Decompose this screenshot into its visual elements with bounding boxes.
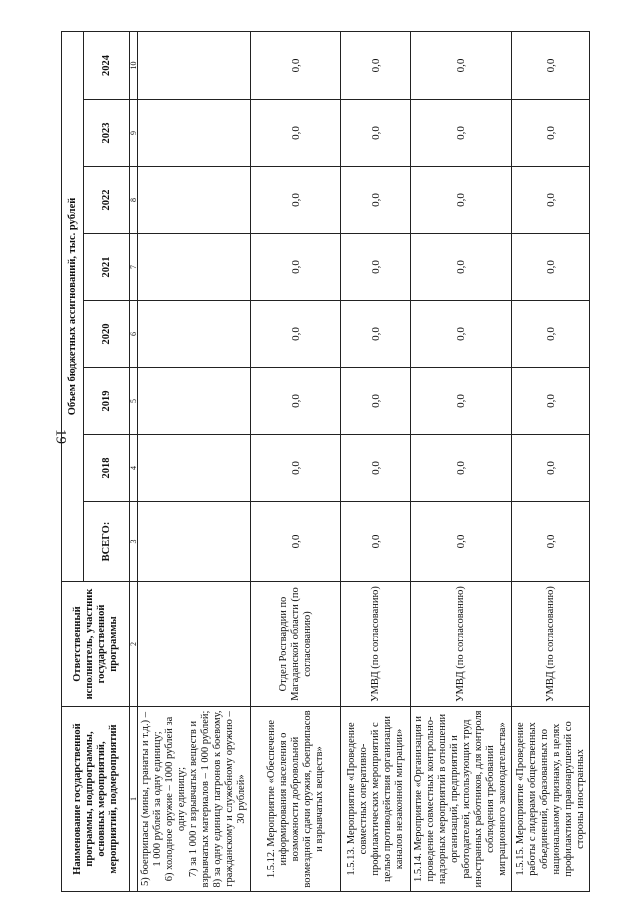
value-2018: 0,0: [512, 435, 590, 502]
value-2022: 0,0: [341, 167, 411, 234]
table-row: [341, 31, 411, 891]
continuation-line: 7) за 1 000 г взрывчатых веществ и взрывчатых материалов – 1 000 рублей;: [188, 710, 211, 888]
value-2019: 0,0: [411, 368, 512, 435]
value-2020: 0,0: [341, 301, 411, 368]
table-row: [512, 31, 590, 891]
continuation-cell: [138, 707, 251, 892]
header-total: ВСЕГО:: [84, 502, 130, 582]
value-2023: 0,0: [512, 100, 590, 167]
row-name: 1.5.13. Мероприятие «Проведение совместных оперативно-профилактических мероприятий с целью противодействия организации каналов незаконной миграции»: [341, 707, 411, 892]
row-name: 1.5.14. Мероприятие «Организация и проведение совместных контрольно-надзорных мероприятий в отношении организаций, предприятий и работодателей, использующих труд иностранных работников, для контроля соблюдения требований миграционного законодательства»: [411, 707, 512, 892]
row-responsible: УМВД (по согласованию): [512, 582, 590, 707]
value-2021: 0,0: [341, 234, 411, 301]
value-2024: 0,0: [341, 31, 411, 99]
row-name: 1.5.15. Мероприятие «Проведение работы с лидерами общественных объединений, образованных по национальному признаку, в целях профилактики правонарушений со стороны иностранных: [512, 707, 590, 892]
value-2020: 0,0: [512, 301, 590, 368]
value-2019: 0,0: [512, 368, 590, 435]
value-2023: 0,0: [251, 100, 341, 167]
value-2018: 0,0: [251, 435, 341, 502]
column-index-row: [130, 31, 138, 891]
column-index: 5: [130, 368, 138, 435]
value-2021: 0,0: [411, 234, 512, 301]
table-row: [411, 31, 512, 891]
value-2022: 0,0: [512, 167, 590, 234]
page-number: 19: [52, 429, 69, 444]
value-2021: 0,0: [512, 234, 590, 301]
row-name: 1.5.12. Мероприятие «Обеспечение информирования населения о возможности добровольной возмездной сдачи оружия, боеприпасов и взрывчатых веществ»: [251, 707, 341, 892]
table-row-continuation: [138, 31, 251, 891]
header-year-2018: 2018: [84, 435, 130, 502]
header-responsible: Ответственный исполнитель, участник государственной программы: [62, 582, 130, 707]
column-index: 4: [130, 435, 138, 502]
value-2024: 0,0: [251, 31, 341, 99]
value-2019: 0,0: [251, 368, 341, 435]
value-2019: 0,0: [341, 368, 411, 435]
value-total: 0,0: [251, 502, 341, 582]
value-2020: 0,0: [411, 301, 512, 368]
header-year-2024: 2024: [84, 31, 130, 99]
column-index: 3: [130, 502, 138, 582]
value-2018: 0,0: [341, 435, 411, 502]
column-index: 6: [130, 301, 138, 368]
column-index: 9: [130, 100, 138, 167]
column-index: 8: [130, 167, 138, 234]
continuation-line: 5) боеприпасы (мины, гранаты и т.д.) – 1 000 рублей за одну единицу;: [140, 711, 163, 887]
column-index: 2: [130, 582, 138, 707]
row-responsible: УМВД (по согласованию): [341, 582, 411, 707]
header-year-2019: 2019: [84, 368, 130, 435]
header-year-2022: 2022: [84, 167, 130, 234]
column-index: 1: [130, 707, 138, 892]
budget-table: [61, 31, 590, 892]
budget-table-sheet: [61, 32, 640, 892]
header-year-2021: 2021: [84, 234, 130, 301]
table-row: [251, 31, 341, 891]
value-2023: 0,0: [411, 100, 512, 167]
header-name: Наименование государственной программы, подпрограммы, основных мероприятий, мероприятий, подмероприятий: [62, 707, 130, 892]
value-2024: 0,0: [411, 31, 512, 99]
continuation-line: 8) за одну единицу патронов к боевому, гражданскому и служебному оружию – 30 рублей»: [212, 710, 247, 888]
value-total: 0,0: [512, 502, 590, 582]
header-budget-group: Объем бюджетных ассигнований, тыс. рублей: [62, 31, 84, 581]
header-year-2023: 2023: [84, 100, 130, 167]
value-total: 0,0: [341, 502, 411, 582]
row-responsible: УМВД (по согласованию): [411, 582, 512, 707]
value-2021: 0,0: [251, 234, 341, 301]
row-responsible: Отдел Росгвардии по Магаданской области (по согласованию): [251, 582, 341, 707]
value-total: 0,0: [411, 502, 512, 582]
value-2023: 0,0: [341, 100, 411, 167]
value-2024: 0,0: [512, 31, 590, 99]
continuation-line: 6) холодное оружие – 1000 рублей за одну единицу;: [164, 716, 187, 882]
value-2020: 0,0: [251, 301, 341, 368]
column-index: 10: [130, 31, 138, 99]
header-year-2020: 2020: [84, 301, 130, 368]
value-2022: 0,0: [251, 167, 341, 234]
value-2022: 0,0: [411, 167, 512, 234]
value-2018: 0,0: [411, 435, 512, 502]
column-index: 7: [130, 234, 138, 301]
